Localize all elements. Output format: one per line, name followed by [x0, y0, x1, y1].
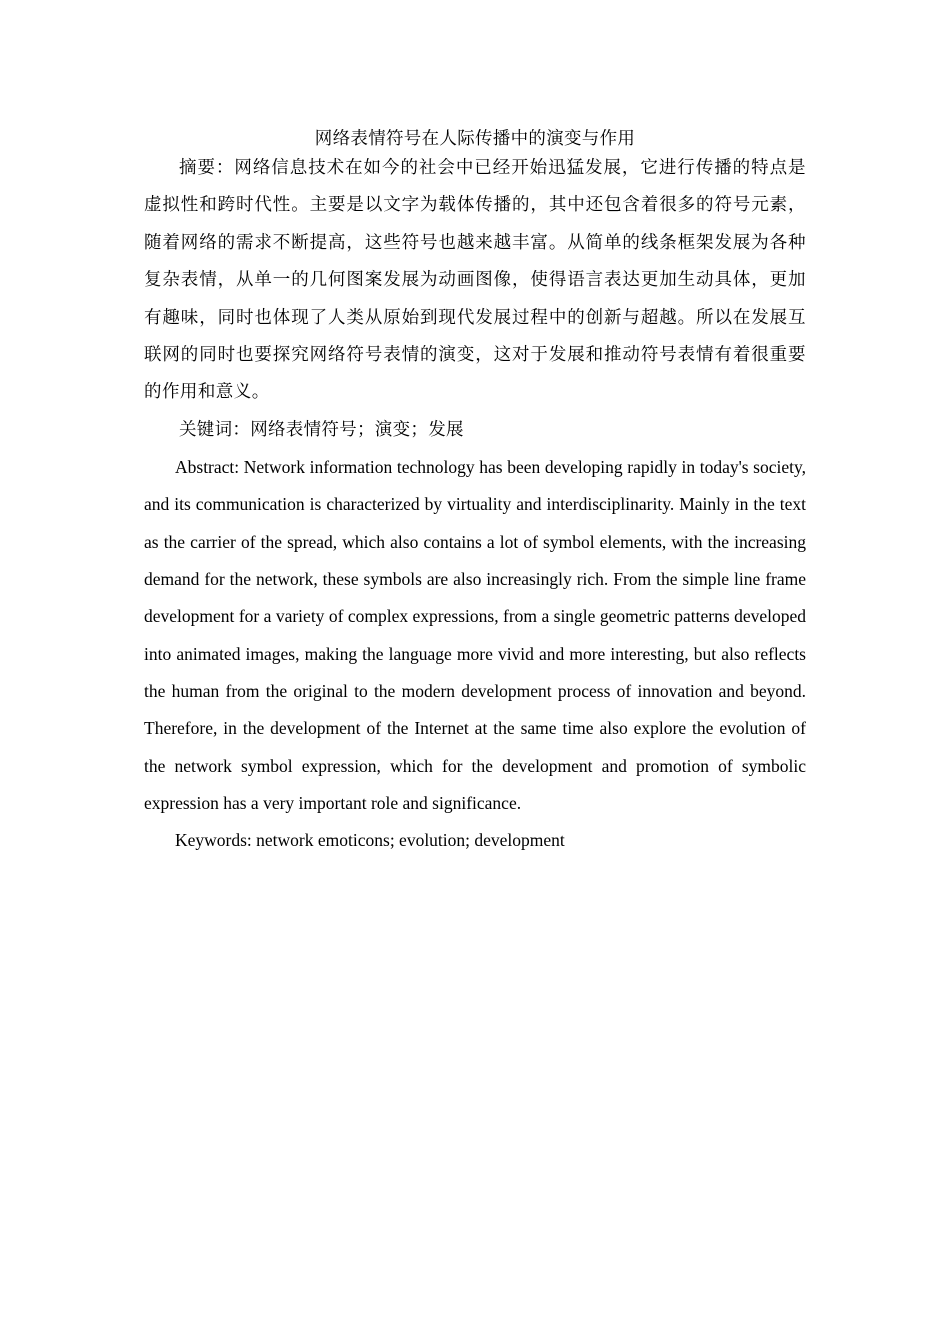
- abstract-english: Abstract: Network information technology has been developing rapidly in today's society, and its communication is characterized by virtuality and interdisciplinarity. Mainly in the text as the carrier of the spread, which also contains a lot of symbol elements, with the increasing demand for the network, these symbols are also increasingly rich. From the simple line frame development for a variety of complex expressions, from a single geometric patterns developed into animated images, making the language more vivid and more interesting, but also reflects the human from the original to the modern development process of innovation and beyond. Therefore, in the development of the Internet at the same time also explore the evolution of the network symbol expression, which for the development and promotion of symbolic expression has a very important role and significance.: [144, 456, 806, 813]
- document-title: 网络表情符号在人际传播中的演变与作用: [314, 128, 636, 148]
- document-body: [144, 124, 806, 859]
- abstract-chinese: 摘要：网络信息技术在如今的社会中已经开始迅猛发展，它进行传播的特点是虚拟性和跨时代性。主要是以文字为载体传播的，其中还包含着很多的符号元素，随着网络的需求不断提高，这些符号也越来越丰富。从简单的线条框架发展为各种复杂表情，从单一的几何图案发展为动画图像，使得语言表达更加生动具体，更加有趣味，同时也体现了人类从原始到现代发展过程中的创新与超越。所以在发展互联网的同时也要探究网络符号表情的演变，这对于发展和推动符号表情有着很重要的作用和意义。: [144, 157, 806, 402]
- keywords-english: Keywords: network emoticons; evolution; development: [175, 830, 565, 851]
- keywords-chinese: 关键词：网络表情符号；演变；发展: [179, 418, 464, 439]
